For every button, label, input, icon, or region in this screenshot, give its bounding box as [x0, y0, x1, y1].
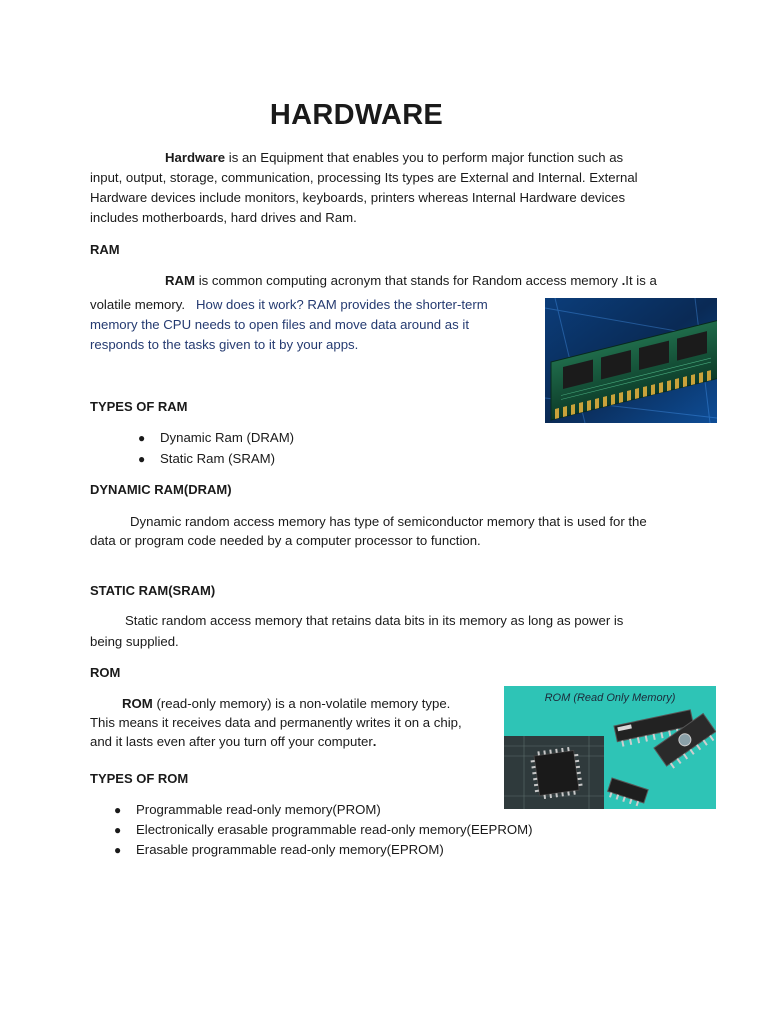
dram-line-1: Dynamic random access memory has type of semiconductor memory that is used for the: [130, 514, 647, 529]
rom-line-3-end: .: [372, 734, 377, 749]
ram-line-2b: How does it work? RAM provides the shorter-term: [196, 297, 488, 312]
bullet-icon: ●: [114, 823, 122, 837]
rom-bold-term: ROM: [122, 696, 153, 711]
bullet-icon: ●: [114, 843, 122, 857]
dram-line-2: data or program code needed by a computer processor to function.: [90, 533, 481, 548]
rom-heading: ROM: [90, 665, 121, 680]
rom-chips-illustration: [504, 686, 716, 809]
list-item: [138, 449, 276, 469]
rom-chips-image: [504, 686, 716, 809]
ram-line-2: [90, 295, 488, 315]
rom-line-3-text: and it lasts even after you turn off your computer: [90, 734, 373, 749]
rom-text: (read-only memory) is a non-volatile memory type.: [152, 696, 451, 711]
sram-heading: STATIC RAM(SRAM): [90, 583, 216, 598]
intro-bold-term: Hardware: [165, 150, 226, 165]
list-item-text: Erasable programmable read-only memory(EPROM): [136, 842, 444, 857]
sram-line-1: Static random access memory that retains data bits in its memory as long as power is: [125, 613, 624, 628]
list-item: [114, 800, 381, 820]
list-item: [114, 820, 533, 840]
bullet-icon: ●: [114, 803, 122, 817]
intro-line-3: Hardware devices include monitors, keyboards, printers whereas Internal Hardware devices: [90, 190, 626, 205]
intro-text: is an Equipment that enables you to perform major function such as: [225, 150, 624, 165]
list-item-text: Electronically erasable programmable read-only memory(EEPROM): [136, 822, 533, 837]
list-item-text: Programmable read-only memory(PROM): [136, 802, 381, 817]
list-item-text: Static Ram (SRAM): [160, 451, 276, 466]
ram-text-end: It is a: [625, 273, 657, 288]
intro-line-4: includes motherboards, hard drives and Ram.: [90, 210, 357, 225]
sram-line-2: being supplied.: [90, 634, 179, 649]
ram-line-3: memory the CPU needs to open files and move data around as it: [90, 317, 469, 332]
ram-module-image: [545, 298, 717, 423]
ram-line-1: [165, 271, 657, 291]
ram-text: is common computing acronym that stands for Random access memory: [195, 273, 622, 288]
bullet-icon: ●: [138, 452, 146, 466]
ram-bold-term: RAM: [165, 273, 196, 288]
page-title: HARDWARE: [269, 99, 444, 131]
dram-heading: DYNAMIC RAM(DRAM): [90, 482, 232, 497]
intro-line-1: [165, 148, 623, 168]
types-of-rom-heading: TYPES OF ROM: [90, 771, 189, 786]
intro-line-2: input, output, storage, communication, processing Its types are External and Internal. External: [90, 170, 638, 185]
rom-line-1: [122, 694, 450, 714]
types-of-ram-heading: TYPES OF RAM: [90, 399, 188, 414]
list-item: [138, 428, 295, 448]
ram-heading: RAM: [90, 242, 120, 257]
bullet-icon: ●: [138, 431, 146, 445]
ram-line-4: responds to the tasks given to it by your apps.: [90, 337, 359, 352]
rom-line-2: This means it receives data and permanently writes it on a chip,: [90, 715, 462, 730]
ram-module-illustration: [545, 298, 717, 423]
rom-image-caption: ROM (Read Only Memory): [544, 692, 676, 704]
ram-line-2a: volatile memory.: [90, 297, 197, 312]
ram-bold-dot: .: [621, 273, 626, 288]
rom-line-3: [90, 732, 376, 752]
list-item: [114, 840, 444, 860]
list-item-text: Dynamic Ram (DRAM): [160, 430, 295, 445]
